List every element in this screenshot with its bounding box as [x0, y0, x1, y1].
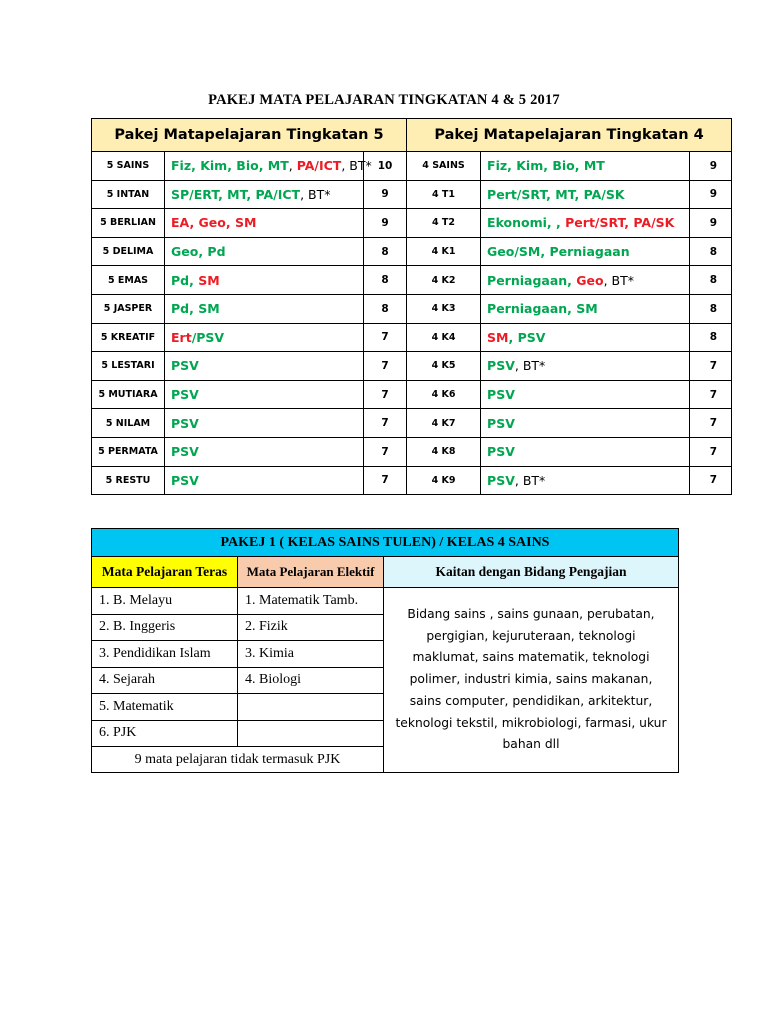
elective-subject [238, 720, 384, 747]
form5-subject-count: 8 [364, 294, 407, 323]
core-subject: 1. B. Melayu [92, 588, 238, 615]
core-subject: 6. PJK [92, 720, 238, 747]
form4-class: 4 K1 [407, 237, 481, 266]
subject-text: Perniagaan, [487, 272, 577, 288]
subject-text: , BT* [514, 358, 546, 374]
package-row [92, 294, 732, 323]
subject-count-note: 9 mata pelajaran tidak termasuk PJK [92, 747, 384, 773]
subject-text: EA, Geo, SM [171, 215, 257, 231]
subject-text: PSV [171, 472, 199, 488]
package-row [92, 237, 732, 266]
form4-subjects [481, 152, 690, 181]
subject-text: PSV [171, 444, 199, 460]
form4-class: 4 K6 [407, 380, 481, 409]
subject-text: PSV [487, 415, 515, 431]
form5-subject-count: 7 [364, 323, 407, 352]
package-row [92, 180, 732, 209]
form4-class: 4 K5 [407, 352, 481, 381]
field-relation-text: Bidang sains , sains gunaan, perubatan, pergigian, kejuruteraan, teknologi maklumat, sains matematik, teknologi polimer, industri kimia, sains makanan, sains computer, pendidikan, arkitektur, teknologi tekstil, mikrobiologi, farmasi, ukur bahan dll [384, 588, 679, 773]
form4-subject-count: 7 [690, 380, 732, 409]
form5-subject-count: 7 [364, 466, 407, 495]
form5-subject-count: 7 [364, 352, 407, 381]
form5-subjects [165, 352, 364, 381]
form5-subjects [165, 380, 364, 409]
form5-class: 5 INTAN [92, 180, 165, 209]
pakej1-table [91, 528, 679, 773]
subject-text: Fiz, Kim, Bio, MT [487, 158, 605, 174]
subject-text: Ekonomi, , [487, 215, 566, 231]
form5-subject-count: 8 [364, 237, 407, 266]
subject-text: Pert/SRT, MT, PA/SK [487, 186, 625, 202]
package-row [92, 352, 732, 381]
form5-class: 5 NILAM [92, 409, 165, 438]
subject-text: Fiz, Kim, Bio, MT [171, 158, 289, 174]
form4-subject-count: 9 [690, 209, 732, 238]
subject-text: SM [487, 329, 509, 345]
form5-class: 5 DELIMA [92, 237, 165, 266]
form4-class: 4 K8 [407, 437, 481, 466]
subject-text: , BT* [341, 158, 372, 174]
form5-subjects [165, 437, 364, 466]
subject-row [92, 588, 679, 615]
form5-class: 5 BERLIAN [92, 209, 165, 238]
package-row [92, 323, 732, 352]
form5-class: 5 RESTU [92, 466, 165, 495]
form4-subject-count: 7 [690, 437, 732, 466]
form4-subject-count: 7 [690, 466, 732, 495]
form5-subject-count: 7 [364, 380, 407, 409]
subject-text: Pert/SRT, PA/SK [565, 215, 675, 231]
subject-text: Geo/SM, Perniagaan [487, 244, 630, 260]
subject-text: PSV [487, 444, 515, 460]
form4-class: 4 SAINS [407, 152, 481, 181]
form4-subjects [481, 266, 690, 295]
form5-subject-count: 10 [364, 152, 407, 181]
package-row [92, 152, 732, 181]
core-subject: 5. Matematik [92, 694, 238, 721]
subject-text: Pd, [171, 272, 199, 288]
form4-subject-count: 8 [690, 237, 732, 266]
subject-text: Geo [576, 272, 604, 288]
form4-subjects [481, 437, 690, 466]
subject-text: SP/ERT, MT, PA/ICT [171, 186, 301, 202]
form4-subjects [481, 466, 690, 495]
form4-subject-count: 9 [690, 180, 732, 209]
core-subject: 2. B. Inggeris [92, 614, 238, 641]
subject-text: SM [198, 272, 220, 288]
subject-text: , BT* [300, 186, 331, 202]
form4-subject-count: 8 [690, 266, 732, 295]
form5-subjects [165, 266, 364, 295]
package-row [92, 209, 732, 238]
form5-subjects [165, 237, 364, 266]
form5-subjects [165, 209, 364, 238]
elective-subject: 2. Fizik [238, 614, 384, 641]
form5-subjects [165, 152, 372, 181]
form5-class: 5 KREATIF [92, 323, 165, 352]
elective-subject [238, 694, 384, 721]
form5-subjects [165, 323, 364, 352]
form4-class: 4 T2 [407, 209, 481, 238]
subject-text: PSV [487, 387, 515, 403]
form5-subjects [165, 466, 364, 495]
subject-text: PSV [171, 415, 199, 431]
package-row [92, 380, 732, 409]
document-title: PAKEJ MATA PELAJARAN TINGKATAN 4 & 5 2017 [208, 92, 560, 108]
core-subject: 3. Pendidikan Islam [92, 641, 238, 668]
form5-header: Pakej Matapelajaran Tingkatan 5 [92, 119, 407, 152]
form5-class: 5 JASPER [92, 294, 165, 323]
form5-class: 5 PERMATA [92, 437, 165, 466]
subject-text: PA/ICT [296, 158, 342, 174]
package-row [92, 409, 732, 438]
form4-subject-count: 7 [690, 352, 732, 381]
form4-class: 4 K4 [407, 323, 481, 352]
package-table [91, 118, 732, 495]
elective-subject: 4. Biologi [238, 667, 384, 694]
form4-subjects [481, 237, 690, 266]
form4-subjects [481, 294, 690, 323]
form4-class: 4 K7 [407, 409, 481, 438]
form4-subjects [481, 323, 690, 352]
package-row [92, 437, 732, 466]
subject-text: Perniagaan, SM [487, 301, 598, 317]
form5-class: 5 LESTARI [92, 352, 165, 381]
form5-class: 5 MUTIARA [92, 380, 165, 409]
form4-subjects [481, 380, 690, 409]
field-relation-header: Kaitan dengan Bidang Pengajian [384, 557, 679, 588]
form4-subject-count: 7 [690, 409, 732, 438]
subject-text: /PSV [191, 329, 225, 345]
subject-text: PSV [171, 387, 199, 403]
form4-class: 4 K3 [407, 294, 481, 323]
form4-class: 4 K2 [407, 266, 481, 295]
form5-subject-count: 9 [364, 180, 407, 209]
subject-text: PSV [171, 358, 199, 374]
form5-class: 5 EMAS [92, 266, 165, 295]
form4-class: 4 K9 [407, 466, 481, 495]
form4-subjects [481, 409, 690, 438]
form4-subjects [481, 352, 690, 381]
form5-subject-count: 8 [364, 266, 407, 295]
subject-text: PSV [487, 358, 515, 374]
subject-text: , BT* [603, 272, 635, 288]
form5-subject-count: 7 [364, 437, 407, 466]
form4-class: 4 T1 [407, 180, 481, 209]
elective-subjects-header: Mata Pelajaran Elektif [238, 557, 384, 588]
form4-subject-count: 8 [690, 294, 732, 323]
form5-subjects [165, 294, 364, 323]
elective-subject: 3. Kimia [238, 641, 384, 668]
form4-subjects [481, 180, 690, 209]
elective-subject: 1. Matematik Tamb. [238, 588, 384, 615]
core-subject: 4. Sejarah [92, 667, 238, 694]
form5-subject-count: 9 [364, 209, 407, 238]
form5-subjects [165, 180, 364, 209]
subject-text: , BT* [514, 472, 546, 488]
subject-text: , [288, 158, 297, 174]
subject-text: , PSV [508, 329, 546, 345]
form4-subjects [481, 209, 690, 238]
subject-text: Pd, SM [171, 301, 220, 317]
form5-subjects [165, 409, 364, 438]
pakej1-title: PAKEJ 1 ( KELAS SAINS TULEN) / KELAS 4 SAINS [92, 529, 679, 557]
form4-subject-count: 8 [690, 323, 732, 352]
form4-subject-count: 9 [690, 152, 732, 181]
package-row [92, 466, 732, 495]
subject-text: Geo, Pd [171, 244, 226, 260]
core-subjects-header: Mata Pelajaran Teras [92, 557, 238, 588]
subject-text: Ert [171, 329, 192, 345]
subject-text: PSV [487, 472, 515, 488]
form5-subject-count: 7 [364, 409, 407, 438]
form4-header: Pakej Matapelajaran Tingkatan 4 [407, 119, 732, 152]
package-row [92, 266, 732, 295]
form5-class: 5 SAINS [92, 152, 165, 181]
